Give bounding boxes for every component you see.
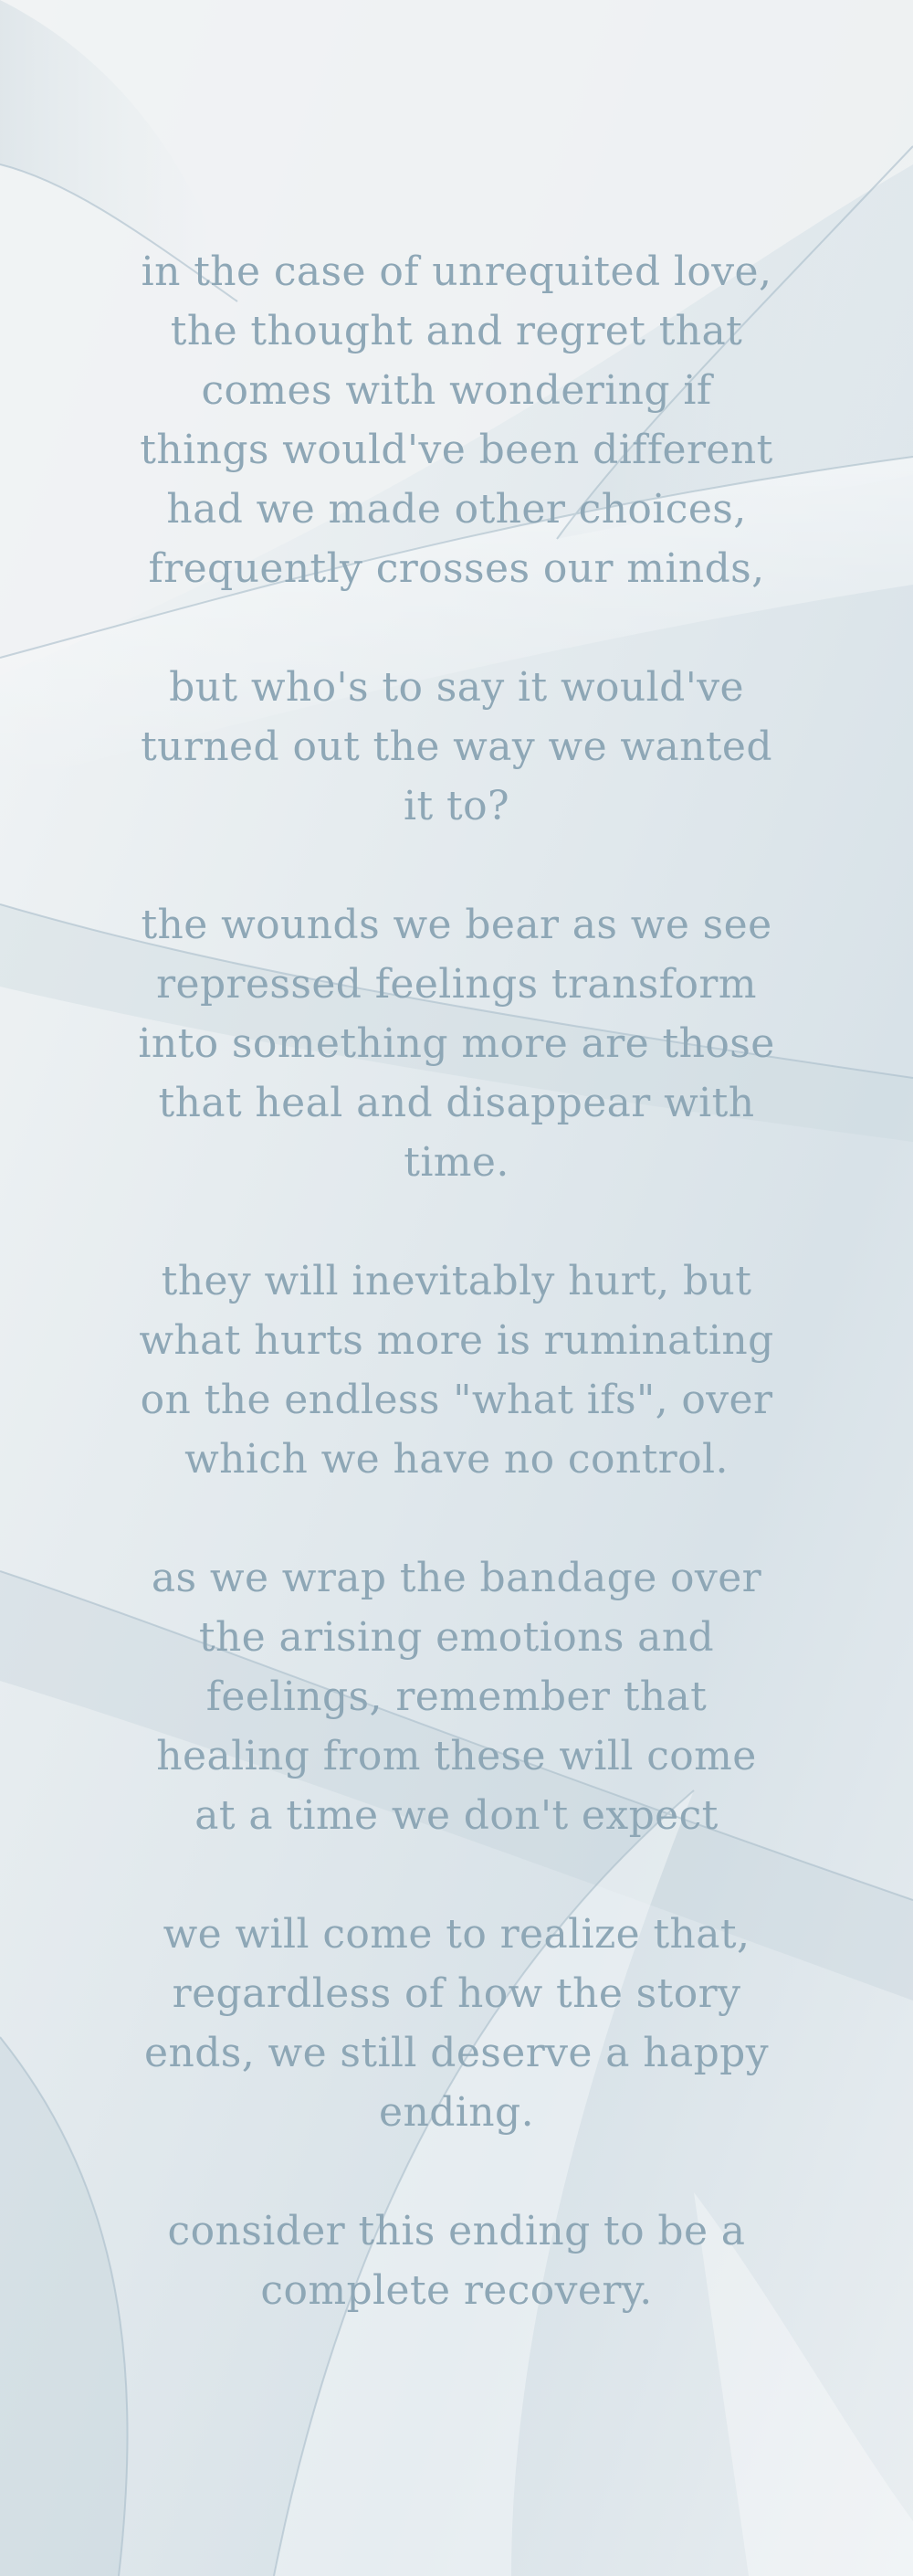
poem-line: we will come to realize that, xyxy=(163,1911,750,1958)
poem-line: ending. xyxy=(379,2089,534,2136)
poem-line: the arising emotions and xyxy=(198,1614,715,1661)
poem-line: regardless of how the story xyxy=(172,1970,741,2017)
poem-line: but who's to say it would've xyxy=(169,664,744,711)
poem-line: consider this ending to be a xyxy=(167,2208,746,2254)
poem-line: comes with wondering if xyxy=(201,367,712,414)
poem-line: ends, we still deserve a happy xyxy=(144,2030,769,2076)
poem-line: frequently crosses our minds, xyxy=(148,545,765,592)
poem-line: the wounds we bear as we see xyxy=(141,902,772,948)
poem-line: the thought and regret that xyxy=(170,308,743,354)
poem-line: repressed feelings transform xyxy=(156,961,757,1008)
poem xyxy=(119,242,794,2320)
poem-line: complete recovery. xyxy=(260,2267,653,2314)
poem-line: in the case of unrequited love, xyxy=(141,248,772,295)
poem-line: what hurts more is ruminating xyxy=(139,1317,774,1364)
poem-line: as we wrap the bandage over xyxy=(151,1555,762,1601)
stanza-1 xyxy=(119,242,794,598)
poem-line: into something more are those xyxy=(138,1020,775,1067)
stanza-6 xyxy=(119,1905,794,2142)
poem-line: had we made other choices, xyxy=(166,486,747,533)
poem-line: healing from these will come xyxy=(156,1733,757,1779)
stanza-2 xyxy=(119,658,794,836)
poem-line: they will inevitably hurt, but xyxy=(161,1258,752,1304)
stanza-4 xyxy=(119,1251,794,1489)
poem-line: it to? xyxy=(404,783,509,829)
poem-line: feelings, remember that xyxy=(205,1673,708,1720)
poem-line: on the endless "what ifs", over xyxy=(140,1377,773,1423)
stanza-5 xyxy=(119,1548,794,1845)
poem-line: which we have no control. xyxy=(184,1436,729,1483)
poem-line: things would've been different xyxy=(140,427,773,473)
poem-line: time. xyxy=(404,1139,509,1186)
stanza-3 xyxy=(119,895,794,1192)
poem-line: turned out the way we wanted xyxy=(141,723,772,770)
poem-line: at a time we don't expect xyxy=(194,1792,719,1839)
stanza-7 xyxy=(119,2201,794,2320)
poem-line: that heal and disappear with xyxy=(158,1080,755,1126)
